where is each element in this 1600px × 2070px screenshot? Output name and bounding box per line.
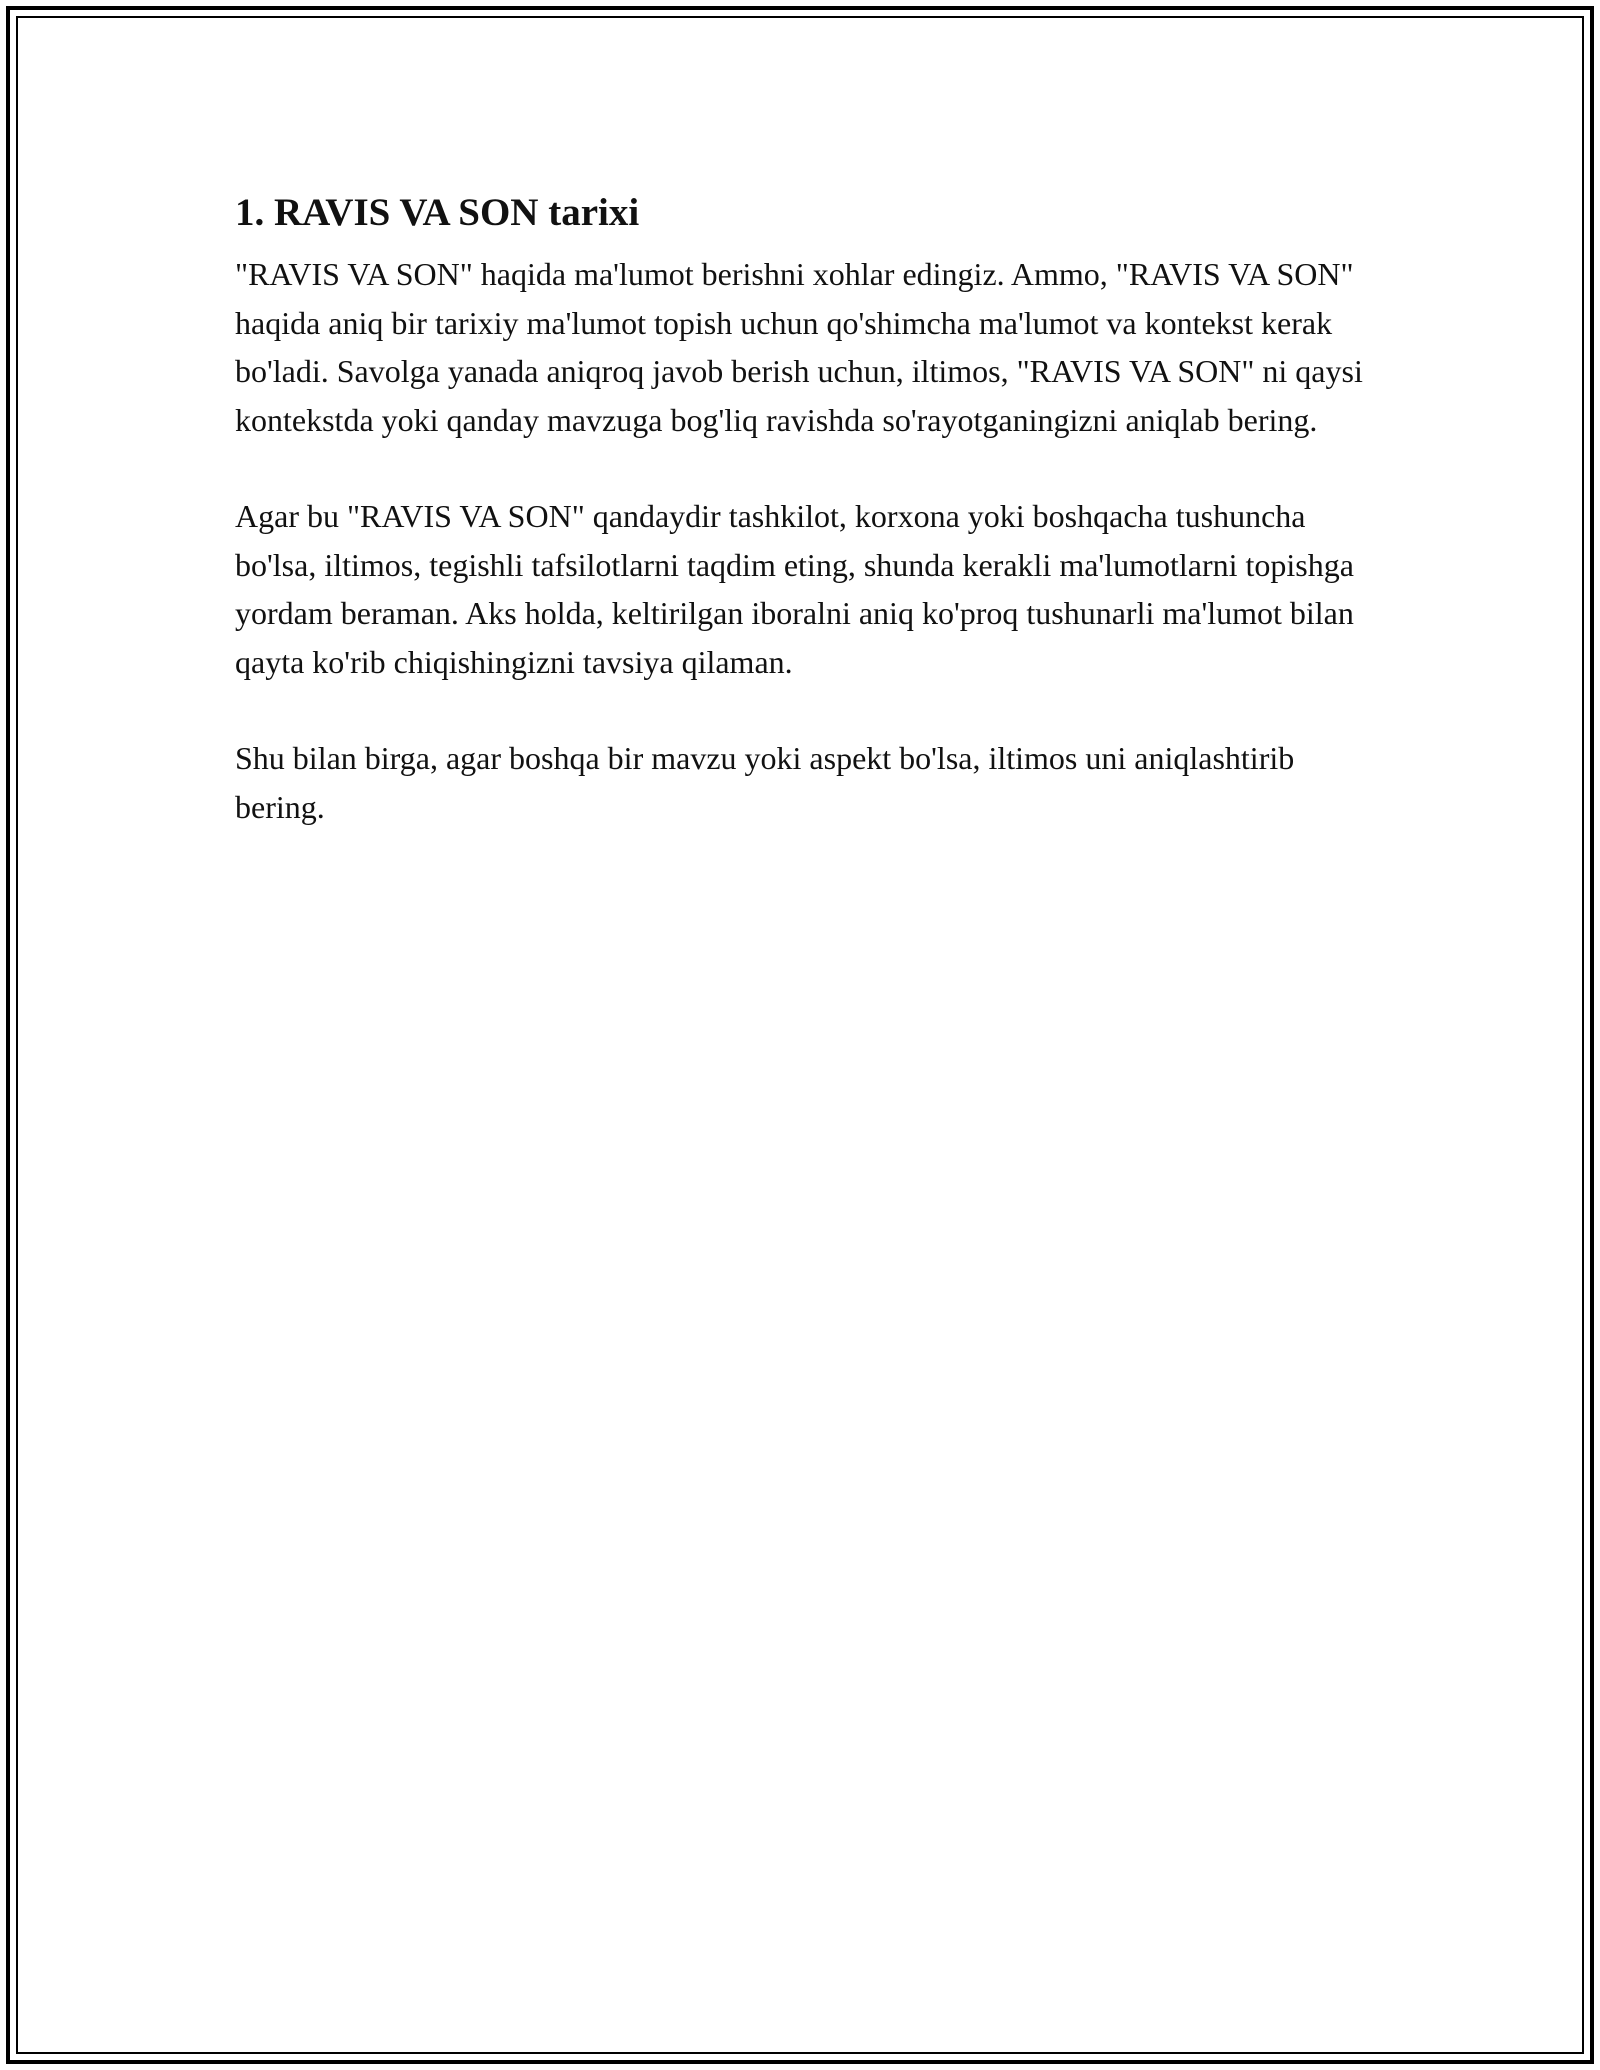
document-body	[235, 186, 1365, 879]
paragraph-3: Shu bilan birga, agar boshqa bir mavzu yoki aspekt bo'lsa, iltimos uni aniqlashtirib bering.	[235, 740, 1295, 825]
section-heading: 1. RAVIS VA SON tarixi	[235, 191, 640, 234]
paragraph-2: Agar bu "RAVIS VA SON" qandaydir tashkilot, korxona yoki boshqacha tushuncha bo'lsa, iltimos, tegishli tafsilotlarni taqdim eting, shunda kerakli ma'lumotlarni topishga yordam beraman. Aks holda, keltirilgan iboralni aniq ko'proq tushunarli ma'lumot bilan qayta ko'rib chiqishingizni tavsiya qilaman.	[235, 498, 1354, 680]
paragraph-1: "RAVIS VA SON" haqida ma'lumot berishni xohlar edingiz. Ammo, "RAVIS VA SON" haqida aniq bir tarixiy ma'lumot topish uchun qo'shimcha ma'lumot va kontekst kerak bo'ladi. Savolga yanada aniqroq javob berish uchun, iltimos, "RAVIS VA SON" ni qaysi kontekstda yoki qanday mavzuga bog'liq ravishda so'rayotganingizni aniqlab bering.	[235, 256, 1363, 438]
